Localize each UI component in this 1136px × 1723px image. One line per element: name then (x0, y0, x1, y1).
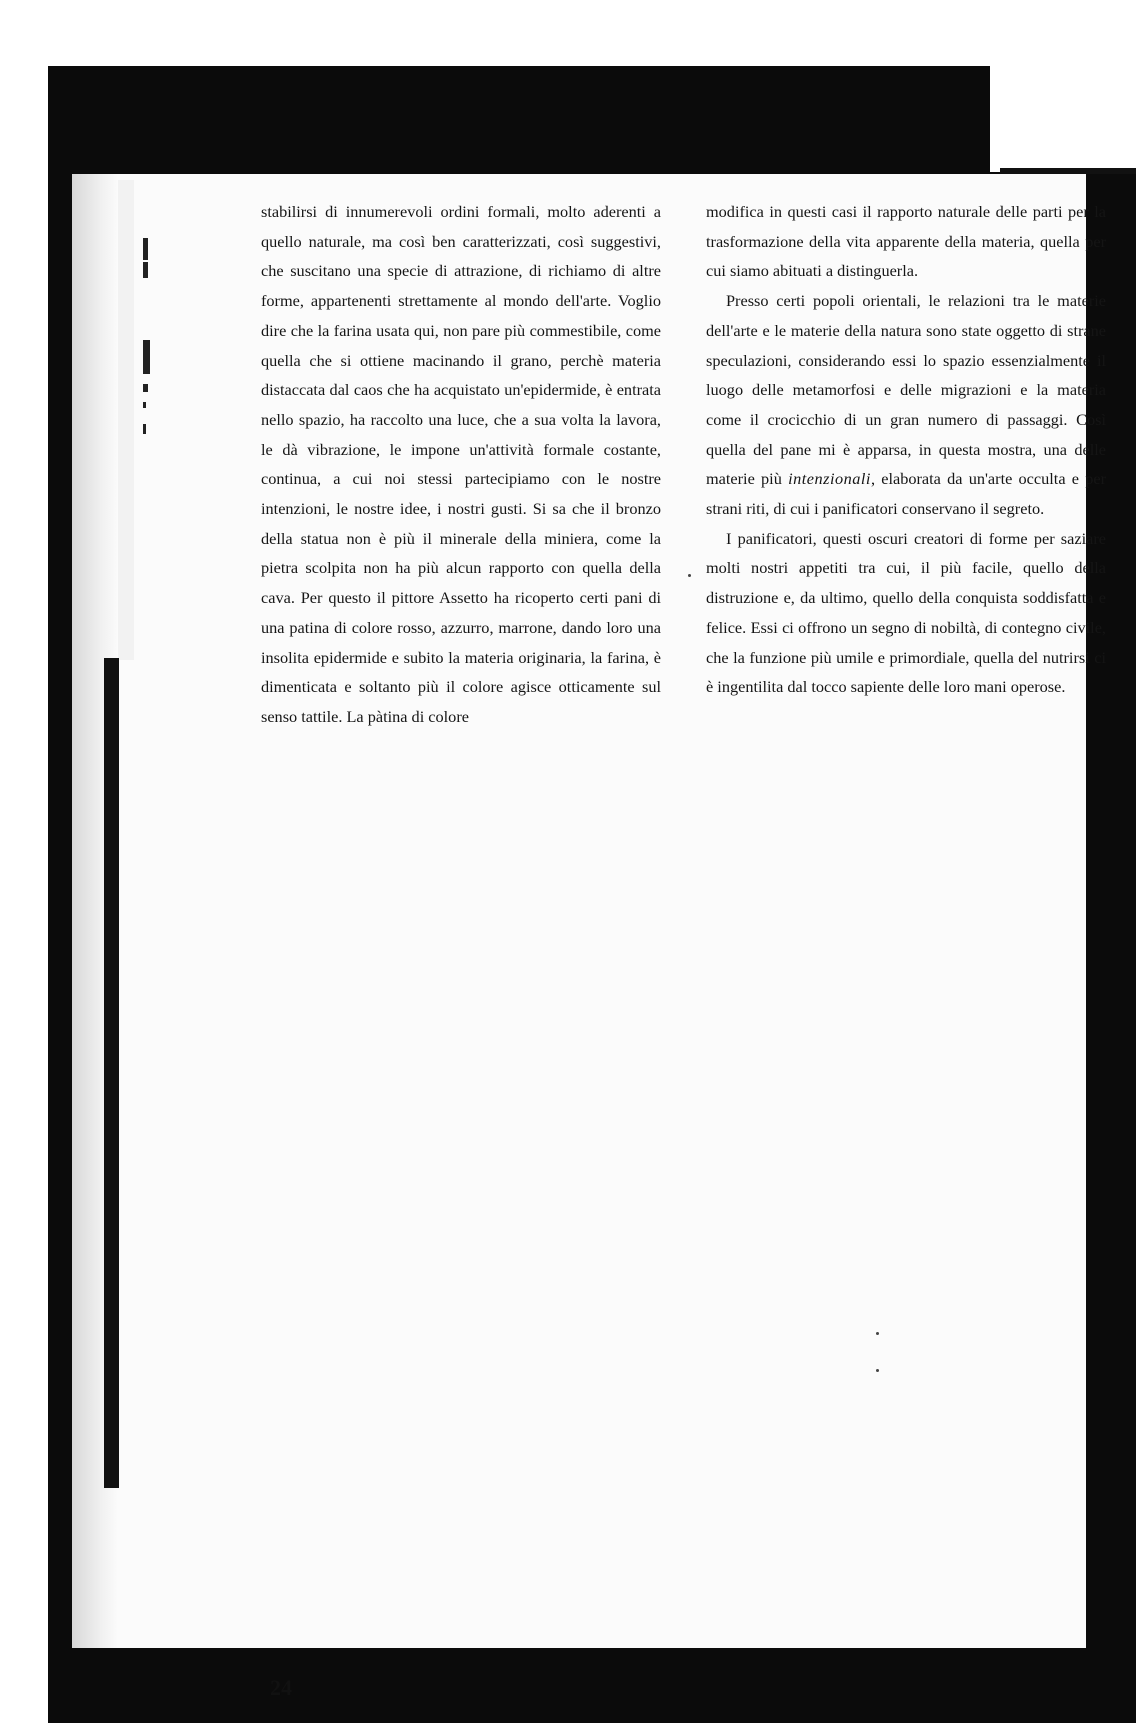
scan-frame-top-edge (990, 66, 1136, 172)
binding-mark (143, 402, 146, 408)
page-number: 24 (270, 1675, 292, 1700)
right-text-column (706, 197, 1106, 702)
binding-mark (143, 424, 146, 434)
scan-frame-left (48, 66, 72, 1666)
right-paragraph: modifica in questi casi il rapporto naturale delle parti per la trasformazione della vita apparente della materia, quella per cui siamo abituati a distinguerla. (706, 202, 1106, 281)
paragraph-text: , elaborata da un'arte occulta e per strani riti, di cui i panificatori conservano il segreto. (706, 469, 1106, 519)
scan-speck (876, 1369, 879, 1372)
binding-mark (143, 238, 148, 260)
scan-speck (876, 1332, 879, 1335)
binding-strip (104, 658, 119, 1488)
right-paragraph (706, 286, 1106, 524)
scan-frame-bottom (48, 1648, 1088, 1723)
left-text-column (261, 197, 661, 732)
binding-mark (143, 262, 148, 278)
binding-gap (118, 180, 134, 660)
binding-mark (143, 340, 150, 374)
scan-frame-top-edge-line (1000, 168, 1136, 174)
right-paragraph: I panificatori, questi oscuri creatori di forme per saziare molti nostri appetiti tra cui, il più facile, quello della distruzione e, da ultimo, quello della conquista soddisfatta e felice. Essi ci offrono un segno di nobiltà, di contegno civile, che la funzione più umile e primordiale, quella del nutrirsi ci è ingentilita dal tocco sapiente delle loro mani operose. (706, 528, 1106, 697)
binding-mark (143, 384, 148, 392)
paragraph-text: Presso certi popoli orientali, le relazioni tra le materie dell'arte e le materie della natura sono state oggetto di strane speculazioni, considerando essi lo spazio essenzialmente il luogo delle metamorfosi e delle migrazioni e la materia come il crocicchio di un gran numero di passaggi. Così quella del pane mi è apparsa, in questa mostra, una delle materie più (706, 291, 1106, 489)
left-paragraph: stabilirsi di innumerevoli ordini formali, molto aderenti a quello naturale, ma così ben caratterizzati, così suggestivi, che suscitano una specie di attrazione, di richiamo di altre forme, appartenenti strettamente al mondo dell'arte. Voglio dire che la farina usata qui, non pare più commestibile, come quella che si ottiene macinando il grano, perchè materia distaccata dal caos che ha acquistato un'epidermide, è entrata nello spazio, ha raccolto una luce, che a sua volta la lavora, le dà vibrazione, le impone un'attività formale costante, continua, a cui noi stessi partecipiamo con le nostre intenzioni, le nostre idee, i nostri gusti. Si sa che il bronzo della statua non è più il minerale della miniera, come la pietra scolpita non ha più alcun rapporto con quella della cava. Per questo il pittore Assetto ha ricoperto certi pani di una patina di colore rosso, azzurro, marrone, dando loro una insolita epidermide e subito la materia originaria, la farina, è dimenticata e soltanto più il colore agisce otticamente sul senso tattile. La pàtina di colore (261, 202, 661, 726)
scan-frame-top (48, 66, 1088, 176)
scan-speck (688, 574, 691, 577)
emphasized-word: intenzionali (788, 469, 871, 489)
